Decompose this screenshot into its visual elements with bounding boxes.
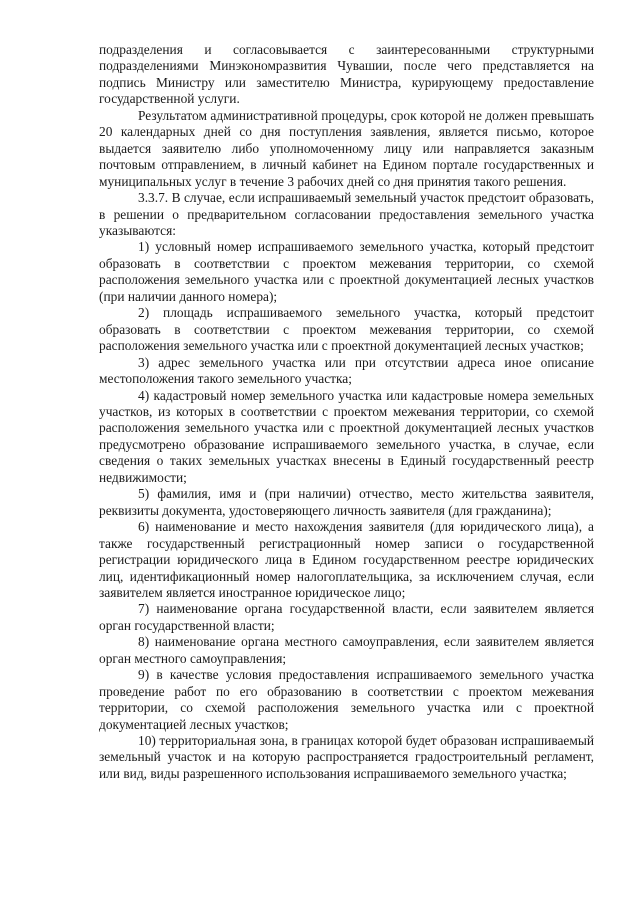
list-item-3: 3) адрес земельного участка или при отсутствии адреса иное описание местоположения такого земельного участка;: [99, 354, 594, 387]
paragraph-result-procedure: Результатом административной процедуры, срок которой не должен превышать 20 календарных дней со дня поступления заявления, является письмо, которое выдается заявителю либо уполномоченному лицу или направляется заказным почтовым отправлением, в личный кабинет на Едином портале государственных и муниципальных услуг в течение 3 рабочих дней со дня принятия такого решения.: [99, 107, 594, 189]
list-item-10: 10) территориальная зона, в границах которой будет образован испрашиваемый земельный участок и на которую распространяется градостроительный регламент, или вид, виды разрешенного использования испрашиваемого земельного участка;: [99, 733, 594, 781]
list-item-8: 8) наименование органа местного самоуправления, если заявителем является орган местного самоуправления;: [99, 634, 594, 666]
list-item-4: 4) кадастровый номер земельного участка или кадастровые номера земельных участков, из которых в соответствии с проектом межевания территории, со схемой расположения земельного участка или с проектной документацией лесных участков предусмотрено образование испрашиваемого земельного участка, в случае, если сведения о таких земельных участках внесены в Единый государственный реестр недвижимости;: [99, 387, 594, 485]
paragraph-clause-3-3-7: 3.3.7. В случае, если испрашиваемый земельный участок предстоит образовать, в решении о предварительном согласовании предоставления земельного участка указываются:: [99, 190, 594, 238]
list-item-2: 2) площадь испрашиваемого земельного участка, который предстоит образовать в соответствии с проектом межевания территории, со схемой расположения земельного участка или с проектной документацией лесных участков;: [99, 305, 594, 354]
paragraph-continuation: подразделения и согласовывается с заинтересованными структурными подразделениями Минэкономразвития Чувашии, после чего представляется на подпись Министру или заместителю Министра, курирующему предоставление государственной услуги.: [99, 42, 594, 107]
list-item-7: 7) наименование органа государственной власти, если заявителем является орган государственной власти;: [99, 601, 594, 633]
list-item-5: 5) фамилия, имя и (при наличии) отчество, место жительства заявителя, реквизиты документа, удостоверяющего личность заявителя (для гражданина);: [99, 486, 594, 518]
document-body: [99, 42, 594, 782]
list-item-9: 9) в качестве условия предоставления испрашиваемого земельного участка проведение работ по его образованию в соответствии с проектом межевания территории, со схемой расположения земельного участка или с проектной документацией лесных участков;: [99, 667, 594, 732]
list-item-1: 1) условный номер испрашиваемого земельного участка, который предстоит образовать в соответствии с проектом межевания территории, со схемой расположения земельного участка или с проектной документацией лесных участков (при наличии данного номера);: [99, 239, 594, 304]
list-item-6: 6) наименование и место нахождения заявителя (для юридического лица), а также государственный регистрационный номер записи о государственной регистрации юридического лица в Едином государственном реестре юридических лиц, идентификационный номер налогоплательщика, за исключением случая, если заявителем является иностранное юридическое лицо;: [99, 519, 594, 600]
